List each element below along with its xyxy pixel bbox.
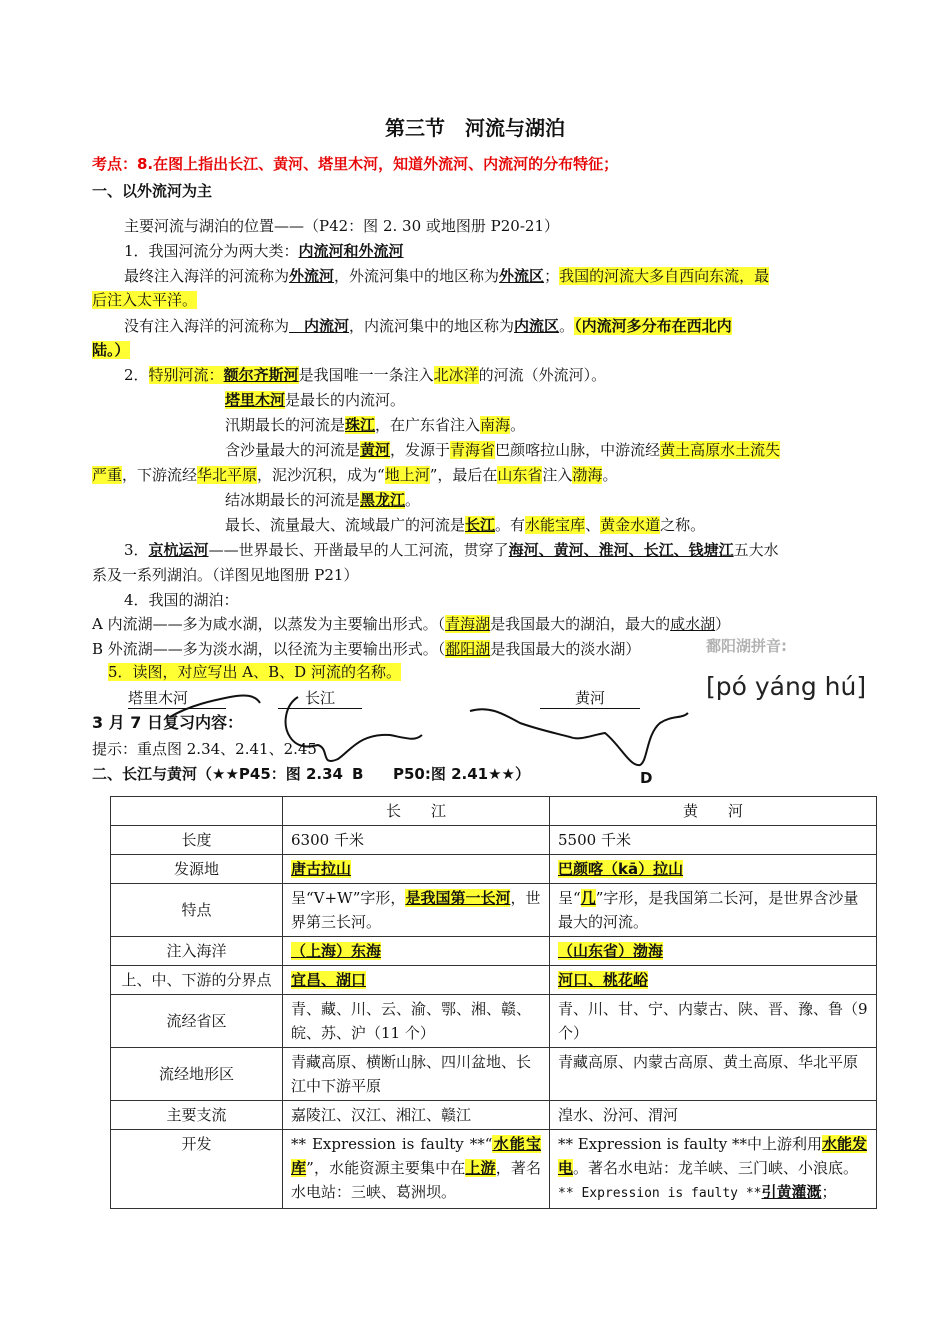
- table-cell: 5500 千米: [550, 826, 877, 855]
- text: 。著名水电站：龙羊峡、三门峡、小浪底。: [573, 1159, 859, 1177]
- keyword: 巴颜喀（kā）拉山: [558, 860, 684, 878]
- text: ，外流河集中的地区称为: [334, 267, 500, 285]
- text: ** Expression is faulty **“: [291, 1135, 493, 1153]
- para-11: [124, 540, 779, 560]
- highlight: 黄金水道: [600, 516, 661, 534]
- highlight: 南海: [480, 416, 511, 434]
- table-cell: [111, 797, 283, 826]
- keyword: 河口、桃花峪: [558, 971, 649, 989]
- text: 。: [602, 466, 618, 484]
- keyword: 内流河: [289, 317, 350, 335]
- text: ；: [544, 267, 560, 285]
- section-1-heading: 一、以外流河为主: [92, 182, 213, 200]
- text: ；: [821, 1183, 837, 1201]
- hint-line: 提示：重点图 2.34、2.41、2.45: [92, 740, 317, 758]
- keyword: 外流区: [499, 267, 545, 285]
- keyword: （山东省）渤海: [558, 942, 664, 960]
- keyword: 长江: [465, 516, 496, 534]
- keyword: 咸水湖: [670, 615, 716, 633]
- text: 1．我国河流分为两大类：: [124, 242, 299, 260]
- text: 呈“V+W”字形，: [291, 889, 406, 907]
- keyword: 水能宝库: [291, 1135, 541, 1177]
- text: ”，最后在: [429, 466, 498, 484]
- keyword: 引黄灌溉: [761, 1183, 822, 1201]
- highlight: 青海湖: [445, 615, 491, 633]
- keyword: 珠江: [345, 416, 376, 434]
- keyword: （上海）东海: [291, 942, 382, 960]
- text: ”字形，是我国第二长河，是世界含沙量最大的河流。: [558, 889, 859, 931]
- river-d-line: [470, 709, 688, 765]
- table-row: [111, 1130, 877, 1209]
- text: ，发源于: [390, 441, 451, 459]
- highlight: 严重: [92, 466, 123, 484]
- table-cell: [283, 884, 550, 937]
- text: 3．: [124, 541, 149, 559]
- table-row: [111, 855, 877, 884]
- keyword: 外流河: [289, 267, 335, 285]
- keyword: 是我国第一长: [405, 889, 496, 907]
- row-label: 流经省区: [111, 995, 283, 1048]
- row-label: 特点: [111, 884, 283, 937]
- table-row: [111, 1101, 877, 1130]
- keyword: 京杭运河: [148, 541, 209, 559]
- text: 注入: [542, 466, 573, 484]
- text: ，内流河集中的地区称为: [349, 317, 515, 335]
- table-cell: 青藏高原、内蒙古高原、黄土高原、华北平原: [550, 1048, 877, 1101]
- highlight: 华北平原: [197, 466, 258, 484]
- text: 。: [405, 491, 421, 509]
- highlight: 鄱阳湖: [445, 640, 491, 658]
- keyword: 额尔齐斯河: [223, 366, 299, 384]
- table-cell: [550, 855, 877, 884]
- text: ，下游流经: [122, 466, 198, 484]
- table-cell: [550, 966, 877, 995]
- text: ，在广东省注入: [375, 416, 481, 434]
- table-header: 长 江: [283, 797, 550, 826]
- river-position-line: 主要河流与湖泊的位置——（P42：图 2. 30 或地图册 P20-21）: [124, 217, 559, 235]
- keyword: 上游: [465, 1159, 496, 1177]
- text: ** Expression is faulty **中上游利用: [558, 1135, 822, 1153]
- text: A 内流湖——多为咸水湖，以蒸发为主要输出形式。（: [92, 615, 446, 633]
- table-cell: 青藏高原、横断山脉、四川盆地、长江中下游平原: [283, 1048, 550, 1101]
- text: 呈“: [558, 889, 581, 907]
- table-cell: 嘉陵江、汉江、湘江、赣江: [283, 1101, 550, 1130]
- text: 五大水: [733, 541, 779, 559]
- highlight: 渤海: [572, 466, 603, 484]
- para-6: [225, 415, 525, 435]
- row-label: 主要支流: [111, 1101, 283, 1130]
- text: 。: [559, 317, 575, 335]
- para-3: [124, 316, 732, 336]
- table-cell: 青、川、甘、宁、内蒙古、陕、晋、豫、鲁（9 个）: [550, 995, 877, 1048]
- text: ，泥沙沉积，成为“: [257, 466, 385, 484]
- keyword: 黑龙江: [360, 491, 406, 509]
- table-row: [111, 937, 877, 966]
- text: ，著名水电站：三峡、葛洲坝。: [291, 1159, 541, 1201]
- text: 是我国唯一一条注入: [298, 366, 434, 384]
- text: 2．: [124, 366, 149, 384]
- answer-a: 塔里木河: [128, 688, 226, 709]
- table-row: [111, 884, 877, 937]
- text: 含沙量最大的河流是: [225, 441, 361, 459]
- review-heading: 3 月 7 日复习内容：: [92, 713, 243, 732]
- comparison-table: [110, 796, 877, 1209]
- para-3-cont: [92, 340, 130, 360]
- pinyin-label: 鄱阳湖拼音:: [706, 637, 787, 655]
- keyword: 内流河和外流河: [298, 242, 404, 260]
- table-cell: [550, 1130, 877, 1209]
- row-label: 开发: [111, 1130, 283, 1209]
- keyword: 塔里木河: [225, 391, 286, 409]
- keyword: 河: [495, 889, 511, 907]
- text: 最长、流量最大、流域最广的河流是: [225, 516, 466, 534]
- answer-d: 黄河: [540, 688, 640, 709]
- highlight: 陆。）: [92, 341, 130, 359]
- highlight: 山东省: [497, 466, 543, 484]
- highlight: 地上河: [384, 466, 430, 484]
- highlight: 水能宝库: [525, 516, 586, 534]
- table-cell: 青、藏、川、云、渝、鄂、湘、赣、皖、苏、沪（11 个）: [283, 995, 550, 1048]
- table-cell: 6300 千米: [283, 826, 550, 855]
- text: 之称。: [660, 516, 706, 534]
- text: 汛期最长的河流是: [225, 416, 346, 434]
- keyword: 几: [580, 889, 596, 907]
- text: B 外流湖——多为淡水湖，以径流为主要输出形式。（: [92, 640, 446, 658]
- table-row: [111, 826, 877, 855]
- text: 最终注入海洋的河流称为: [124, 267, 290, 285]
- text: 。有: [495, 516, 526, 534]
- table-row: [111, 995, 877, 1048]
- table-row: [111, 797, 877, 826]
- map-letter-d: D: [640, 769, 653, 787]
- table-cell: [283, 1130, 550, 1209]
- text: ”，水能资源主要集中在: [306, 1159, 466, 1177]
- text: 没有注入海洋的河流称为: [124, 317, 290, 335]
- keyword: 唐古拉山: [291, 860, 352, 878]
- keyword: 黄河: [360, 441, 391, 459]
- para-9: [225, 490, 420, 510]
- page-title: 第三节 河流与湖泊: [385, 116, 565, 140]
- para-1: [124, 241, 404, 261]
- text: 是我国最大的淡水湖）: [490, 640, 641, 658]
- text: 。: [510, 416, 526, 434]
- para-4: [124, 365, 606, 385]
- table-row: [111, 1048, 877, 1101]
- para-15: [92, 639, 640, 659]
- highlight: 青海省: [450, 441, 496, 459]
- table-cell: [283, 855, 550, 884]
- para-2: [124, 266, 769, 286]
- kaodian: 考点：8.在图上指出长江、黄河、塔里木河，知道外流河、内流河的分布特征；: [92, 155, 619, 173]
- highlight: 我国的河流大多自西向东流，最: [559, 267, 770, 285]
- keyword: 水能发电: [558, 1135, 867, 1177]
- keyword: 内流区: [514, 317, 560, 335]
- table-header: 黄 河: [550, 797, 877, 826]
- text: P50:图 2.41★★）: [393, 765, 530, 783]
- map-letter-b: B: [352, 765, 364, 783]
- para-12: 系及一系列湖泊。（详图见地图册 P21）: [92, 566, 359, 584]
- text: ，世界第三长河。: [291, 889, 541, 931]
- table-row: [111, 966, 877, 995]
- highlight: 5．读图，对应写出 A、B、D 河流的名称。: [108, 663, 401, 681]
- highlight: 黄土高原水土流失: [660, 441, 781, 459]
- table-cell: [283, 937, 550, 966]
- para-8: [92, 465, 617, 485]
- row-label: 流经地形区: [111, 1048, 283, 1101]
- highlight: 后注入太平洋。: [92, 291, 198, 309]
- highlight: 特别河流：: [148, 366, 224, 384]
- row-label: 上、中、下游的分界点: [111, 966, 283, 995]
- row-label: 发源地: [111, 855, 283, 884]
- text: 是我国最大的湖泊，最大的: [490, 615, 671, 633]
- text: ）: [715, 615, 731, 633]
- pinyin-reading: [pó yáng hú]: [706, 672, 867, 701]
- answer-b: 长江: [278, 688, 362, 709]
- para-2-cont: [92, 290, 197, 310]
- text: ** Expression is faulty **: [558, 1186, 762, 1201]
- text: 二、长江与黄河（★★P45：图 2.34: [92, 765, 343, 783]
- table-cell: [550, 884, 877, 937]
- para-13: 4．我国的湖泊：: [124, 591, 239, 609]
- text: 、: [585, 516, 601, 534]
- text: 巴颜喀拉山脉，中游流经: [495, 441, 661, 459]
- para-7: [225, 440, 780, 460]
- text: 结冰期最长的河流是: [225, 491, 361, 509]
- para-10: [225, 515, 705, 535]
- row-label: 注入海洋: [111, 937, 283, 966]
- section-2-heading: [92, 764, 530, 784]
- row-label: 长度: [111, 826, 283, 855]
- para-14: [92, 614, 730, 634]
- keyword: 海河、黄河、淮河、长江、钱塘江: [508, 541, 734, 559]
- text: ——世界最长、开凿最早的人工河流，贯穿了: [208, 541, 509, 559]
- text: 的河流（外流河）。: [478, 366, 607, 384]
- table-cell: 湟水、汾河、渭河: [550, 1101, 877, 1130]
- table-cell: [550, 937, 877, 966]
- para-5: [225, 390, 405, 410]
- table-cell: [283, 966, 550, 995]
- highlight: 北冰洋: [433, 366, 479, 384]
- keyword: 宜昌、湖口: [291, 971, 367, 989]
- highlight: （内流河多分布在西北内: [574, 317, 732, 335]
- text: 是最长的内流河。: [285, 391, 406, 409]
